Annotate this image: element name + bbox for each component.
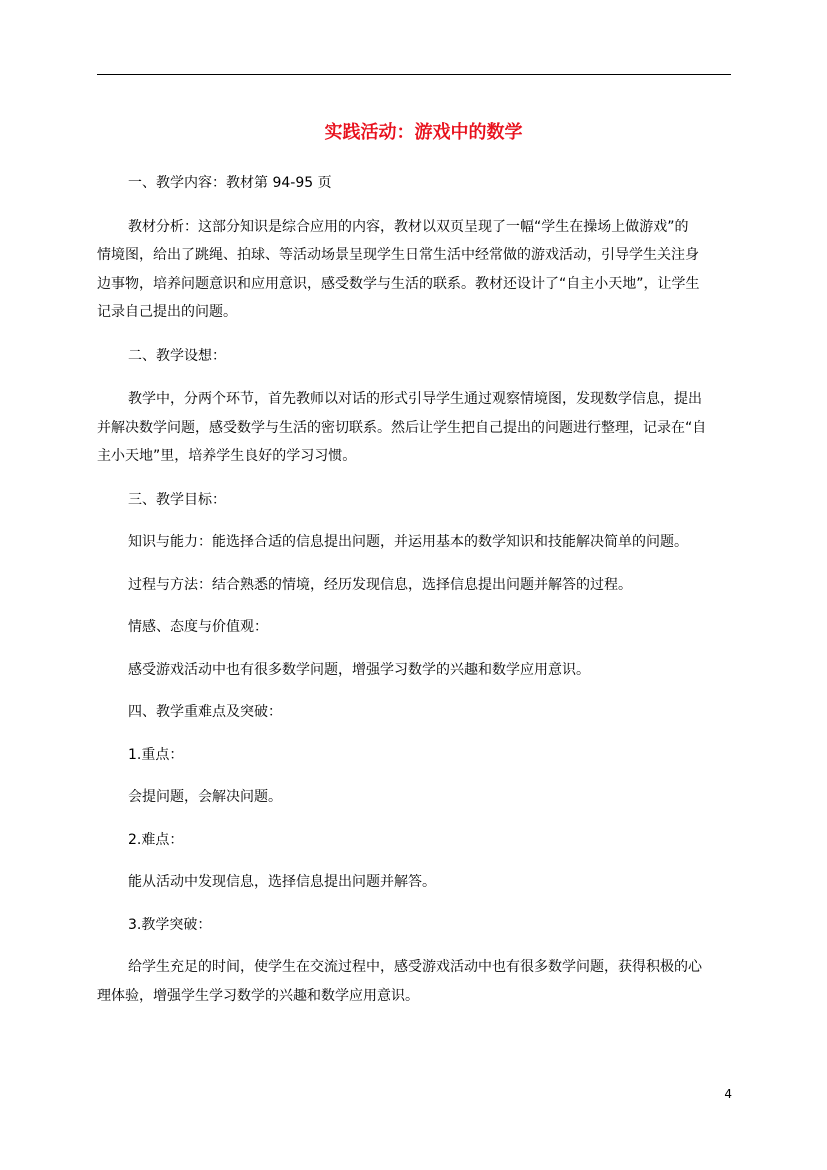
goal-emotion: 感受游戏活动中也有很多数学问题，增强学习数学的兴趣和数学应用意识。 (128, 661, 590, 678)
breakthrough-paragraph (97, 953, 731, 1010)
teaching-content-heading: 一、教学内容：教材第 94-95 页 (128, 175, 332, 191)
paragraph-line: 情境图，给出了跳绳、拍球、等活动场景呈现学生日常生活中经常做的游戏活动，引导学生关注身 (97, 247, 699, 263)
document-body (97, 169, 731, 1010)
paragraph-line: 边事物，培养问题意识和应用意识，感受数学与生活的联系。教材还设计了“自主小天地”，让学生 (97, 275, 700, 292)
paragraph-line: 教材分析：这部分知识是综合应用的内容，教材以双页呈现了一幅“学生在操场上做游戏”的 (128, 218, 689, 235)
breakthrough-label: 3.教学突破： (128, 916, 212, 933)
paragraph-line: 记录自己提出的问题。 (97, 304, 237, 320)
paragraph-line: 并解决数学问题，感受数学与生活的密切联系。然后让学生把自己提出的问题进行整理，记录在“自 (97, 419, 707, 436)
textbook-analysis-paragraph (97, 213, 731, 327)
goal-emotion-heading: 情感、态度与价值观： (128, 619, 268, 635)
key-points-heading: 四、教学重难点及突破： (128, 704, 282, 720)
teaching-design-paragraph (97, 385, 731, 471)
key-point-label: 1.重点： (128, 746, 184, 763)
teaching-goals-heading: 三、教学目标： (128, 491, 226, 508)
goal-knowledge: 知识与能力：能选择合适的信息提出问题，并运用基本的数学知识和技能解决简单的问题。 (128, 534, 688, 550)
key-point-text: 会提问题，会解决问题。 (128, 789, 282, 805)
difficulty-text: 能从活动中发现信息，选择信息提出问题并解答。 (128, 874, 436, 890)
difficulty-label: 2.难点： (128, 831, 184, 848)
header-rule (97, 74, 731, 75)
paragraph-line: 给学生充足的时间，使学生在交流过程中，感受游戏活动中也有很多数学问题，获得积极的心 (128, 959, 702, 975)
paragraph-line: 教学中，分两个环节，首先教师以对话的形式引导学生通过观察情境图，发现数学信息，提出 (128, 391, 702, 407)
paragraph-line: 理体验，增强学生学习数学的兴趣和数学应用意识。 (97, 987, 419, 1004)
document-title: 实践活动：游戏中的数学 (324, 122, 523, 143)
goal-process: 过程与方法：结合熟悉的情境，经历发现信息，选择信息提出问题并解答的过程。 (128, 576, 632, 593)
paragraph-line: 主小天地”里，培养学生良好的学习习惯。 (97, 448, 357, 464)
teaching-design-heading: 二、教学设想： (128, 347, 226, 364)
page-number: 4 (724, 1087, 732, 1101)
